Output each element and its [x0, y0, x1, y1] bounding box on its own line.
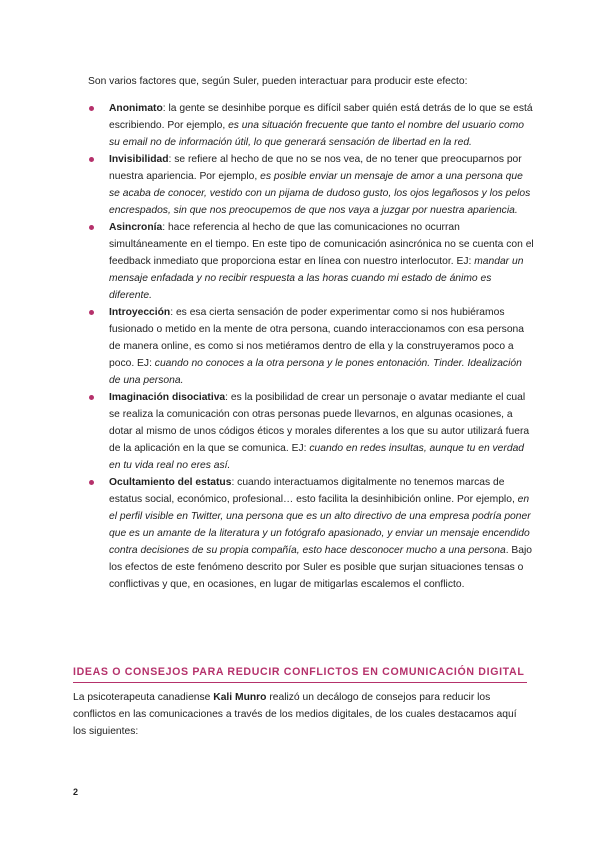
factor-term: Invisibilidad	[109, 154, 169, 165]
bullet-dot-icon	[89, 310, 94, 315]
factor-example: es posible enviar un mensaje de amor a una persona que se acaba de conocer, vestido con un pijama de dudoso gusto, los ojos legañosos y los pelos encrespados, sin que nos preocupemos de que nos vaya a juzgar por nuestra apariencia.	[109, 171, 531, 216]
factor-term: Asincronía	[109, 222, 163, 233]
paragraph-text: La psicoterapeuta canadiense	[73, 692, 214, 703]
factor-example: cuando no conoces a la otra persona y le pones entonación. Tinder. Idealización de una persona.	[109, 358, 522, 386]
list-item	[88, 474, 536, 593]
factor-text: : es esa cierta sensación de poder experimentar como si nos hubiéramos fusionado o metido en la mente de otra persona, cuando interaccionamos con esa persona de manera online, es como si nos metiéramos dentro de ella y la construyeramos poco a poco. EJ:	[109, 307, 525, 369]
section-heading: IDEAS O CONSEJOS PARA REDUCIR CONFLICTOS EN COMUNICACIÓN DIGITAL	[73, 662, 527, 683]
factor-text: : cuando interactuamos digitalmente no tenemos marcas de estatus social, económico, profesional… esto facilita la desinhibición online. Por ejemplo,	[109, 477, 518, 505]
intro-paragraph: Son varios factores que, según Suler, pueden interactuar para producir este efecto:	[88, 76, 468, 87]
factor-term: Anonimato	[109, 103, 163, 114]
factor-example: cuando en redes insultas, aunque tu en verdad en tu vida real no eres así.	[109, 443, 525, 471]
factor-text-after: . Bajo los efectos de este fenómeno descrito por Suler es posible que surjan situaciones tensas o conflictivas y que, en ocasiones, en lugar de mitigarlas escalemos el conflicto.	[109, 545, 533, 590]
factor-term: Introyección	[109, 307, 171, 318]
list-item	[88, 100, 536, 151]
factor-term: Ocultamiento del estatus	[109, 477, 232, 488]
factor-example: mandar un mensaje enfadada y no recibir respuesta a las horas cuando mi estado de ánimo es diferente.	[109, 256, 524, 301]
bullet-dot-icon	[89, 106, 94, 111]
bullet-dot-icon	[89, 157, 94, 162]
factor-text: : es la posibilidad de crear un personaje o avatar mediante el cual se realiza la comunicación con otras personas puede llevarnos, en algunas ocasiones, a dotar al mismo de unos códigos éticos y morales diferentes a los que su autor utilizará fuera de la aplicación en la que se comunica. EJ:	[109, 392, 530, 454]
list-item	[88, 304, 536, 389]
bullet-dot-icon	[89, 225, 94, 230]
list-item	[88, 389, 536, 474]
bullet-dot-icon	[89, 480, 94, 485]
page-number: 2	[73, 787, 79, 797]
factor-text: : hace referencia al hecho de que las comunicaciones no ocurran simultáneamente en el tiempo. En este tipo de comunicación asincrónica no se cuenta con el feedback inmediato que proporciona estar en línea con nuestro interlocutor. EJ:	[109, 222, 534, 267]
list-item	[88, 219, 536, 304]
factor-text: : se refiere al hecho de que no se nos vea, de no tener que preocuparnos por nuestra apariencia. Por ejemplo,	[109, 154, 522, 182]
author-name: Kali Munro	[213, 692, 267, 703]
paragraph-text: realizó un decálogo de consejos para reducir los conflictos en las comunicaciones a través de los medios digitales, de los cuales destacamos aquí los siguientes:	[73, 692, 517, 737]
list-item	[88, 151, 536, 219]
factor-term: Imaginación disociativa	[109, 392, 226, 403]
factor-example: es una situación frecuente que tanto el nombre del usuario como su email no de información útil, lo que generará sensación de libertad en la red.	[109, 120, 524, 148]
factor-example: en el perfil visible en Twitter, una persona que es un alto directivo de una empresa podría poner que es un amante de la literatura y un fotógrafo apasionado, y enviar un mensaje encendido contra decisiones de su propia compañía, esto hace desconocer mucho a una persona	[109, 494, 531, 556]
section-paragraph	[73, 689, 528, 740]
factor-text: : la gente se desinhibe porque es difícil saber quién está detrás de lo que se está escribiendo. Por ejemplo,	[109, 103, 533, 131]
factor-list	[88, 100, 536, 593]
bullet-dot-icon	[89, 395, 94, 400]
